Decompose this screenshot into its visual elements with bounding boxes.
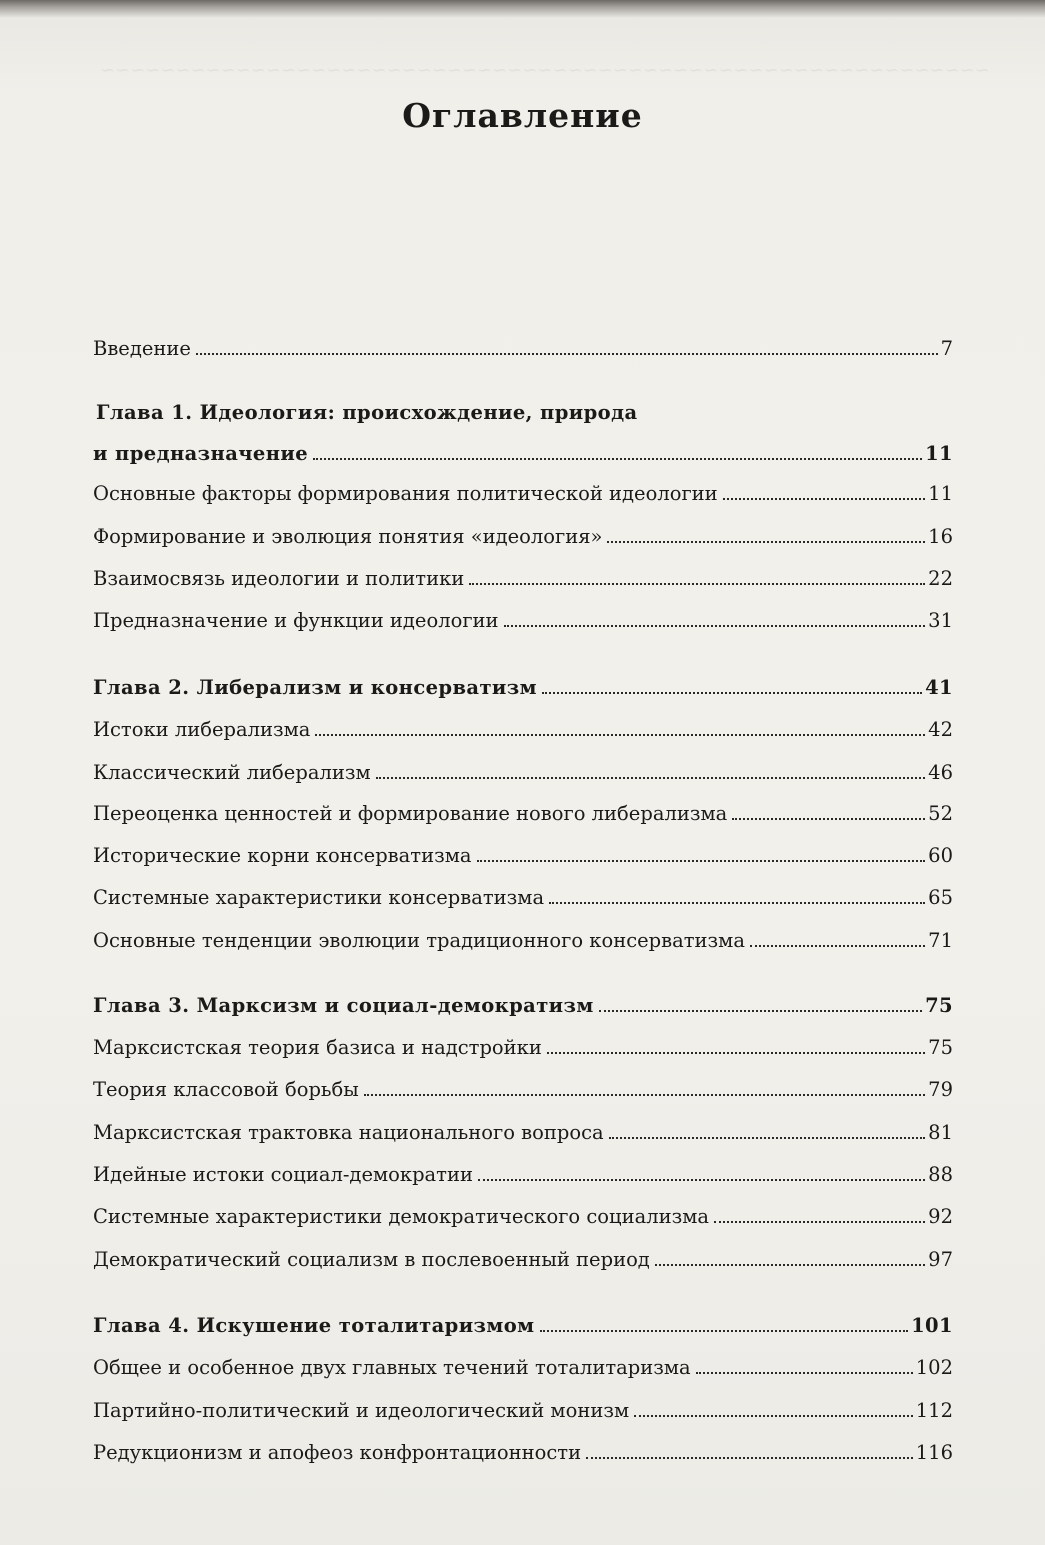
toc-entry-label: Глава 2. Либерализм и консерватизм [93,676,537,699]
toc-entry-label: Идейные истоки социал-демократии [93,1163,473,1186]
toc-page-number: 102 [915,1356,953,1379]
toc-page-number: 7 [940,337,953,360]
toc-page-number: 75 [925,994,953,1017]
toc-entry-label: Редукционизм и апофеоз конфронтационности [93,1441,582,1464]
toc-section-entry [93,524,953,550]
dot-leader [714,1221,925,1223]
toc-entry-label: Партийно-политический и идеологический монизм [93,1399,630,1422]
dot-leader [504,625,926,627]
toc-entry-label: Системные характеристики демократического социализма [93,1205,710,1228]
toc-section-entry [93,1077,953,1103]
toc-section-entry [93,1120,953,1146]
dot-leader [196,353,938,355]
toc-entry-label: Основные тенденции эволюции традиционного консерватизма [93,929,745,952]
toc-page-number: 112 [915,1399,953,1422]
dot-leader [478,1179,925,1181]
toc-section-entry [93,717,953,743]
toc-entry-label: Системные характеристики консерватизма [93,886,545,909]
dot-leader [609,1137,926,1139]
toc-page-number: 75 [928,1036,953,1059]
toc-entry-label: Демократический социализм в послевоенный период [93,1248,650,1271]
dot-leader [547,1052,925,1054]
dot-leader [723,498,926,500]
toc-page-number: 88 [928,1163,953,1186]
dot-leader [364,1094,925,1096]
toc-section-entry [93,336,953,362]
dot-leader [542,692,922,694]
dot-leader [599,1010,922,1012]
toc-entry-label: Основные факторы формирования политической идеологии [93,482,718,505]
dot-leader [315,734,925,736]
show-through-text: ~~~~~~~~~~~~~~~~~~~~~~~~~~~~~~~~~~~~~~~~~~~~~~~~~~~~~~~~~~~ [100,60,990,81]
toc-section-entry [93,1035,953,1061]
dot-leader [634,1415,913,1417]
toc-entry-label: Глава 3. Марксизм и социал-демократизм [93,994,594,1017]
toc-page-number: 65 [928,886,953,909]
dot-leader [607,541,925,543]
toc-entry-label: Марксистская теория базиса и надстройки [93,1036,542,1059]
dot-leader [469,583,925,585]
dot-leader [477,860,926,862]
toc-section-entry [93,608,953,634]
page-top-shadow [0,0,1045,18]
toc-section-entry [93,1247,953,1273]
page-title: Оглавление [402,96,643,135]
dot-leader [732,818,925,820]
toc-entry-label: Переоценка ценностей и формирование нового либерализма [93,802,728,825]
toc-chapter-entry [93,993,953,1019]
toc-entry-label: Взаимосвязь идеологии и политики [93,567,465,590]
toc-page-number: 60 [928,844,953,867]
toc-page-number: 41 [925,676,953,699]
dot-leader [586,1457,913,1459]
toc-section-entry [93,1355,953,1381]
toc-chapter-entry [93,675,953,701]
dot-leader [376,777,926,779]
dot-leader [655,1264,925,1266]
toc-page-number: 52 [928,802,953,825]
toc-page-number: 46 [928,761,953,784]
toc-section-entry [93,566,953,592]
dot-leader [696,1372,913,1374]
toc-page-number: 71 [928,929,953,952]
toc-page-number: 11 [928,482,953,505]
toc-entry-label: Истоки либерализма [93,718,311,741]
toc-page-number: 81 [928,1121,953,1144]
toc-page-number: 11 [925,442,953,465]
toc-section-entry [93,1162,953,1188]
toc-page-number: 31 [928,609,953,632]
toc-section-entry [93,1398,953,1424]
toc-section-entry [93,843,953,869]
toc-section-entry [93,481,953,507]
toc-entry-label: Формирование и эволюция понятия «идеология» [93,525,603,548]
toc-entry-label: Общее и особенное двух главных течений тоталитаризма [93,1356,691,1379]
toc-section-entry [93,1204,953,1230]
toc-entry-label: Марксистская трактовка национального вопроса [93,1121,604,1144]
toc-section-entry [93,760,953,786]
toc-page-number: 116 [915,1441,953,1464]
toc-entry-label: Предназначение и функции идеологии [93,609,499,632]
toc-section-entry [93,885,953,911]
toc-chapter-entry [93,441,953,467]
dot-leader [549,902,925,904]
dot-leader [750,945,925,947]
toc-page-number: 101 [911,1314,953,1337]
toc-section-entry [93,1440,953,1466]
toc-page-number: 42 [928,718,953,741]
toc-page-number: 97 [928,1248,953,1271]
toc-entry-label: Глава 4. Искушение тоталитаризмом [93,1314,535,1337]
toc-section-entry [93,801,953,827]
toc-entry-label: Теория классовой борьбы [93,1078,359,1101]
toc-page-number: 92 [928,1205,953,1228]
dot-leader [540,1330,909,1332]
toc-section-entry [93,928,953,954]
toc-chapter-entry [93,1313,953,1339]
toc-page-number: 79 [928,1078,953,1101]
dot-leader [313,458,922,460]
toc-entry-label: Классический либерализм [93,761,371,784]
toc-page-number: 16 [928,525,953,548]
toc-page-number: 22 [928,567,953,590]
toc-chapter-title-line1: Глава 1. Идеология: происхождение, природа [96,401,638,424]
toc-entry-label: и предназначение [93,442,309,465]
toc-entry-label: Введение [93,337,191,360]
toc-entry-label: Исторические корни консерватизма [93,844,472,867]
